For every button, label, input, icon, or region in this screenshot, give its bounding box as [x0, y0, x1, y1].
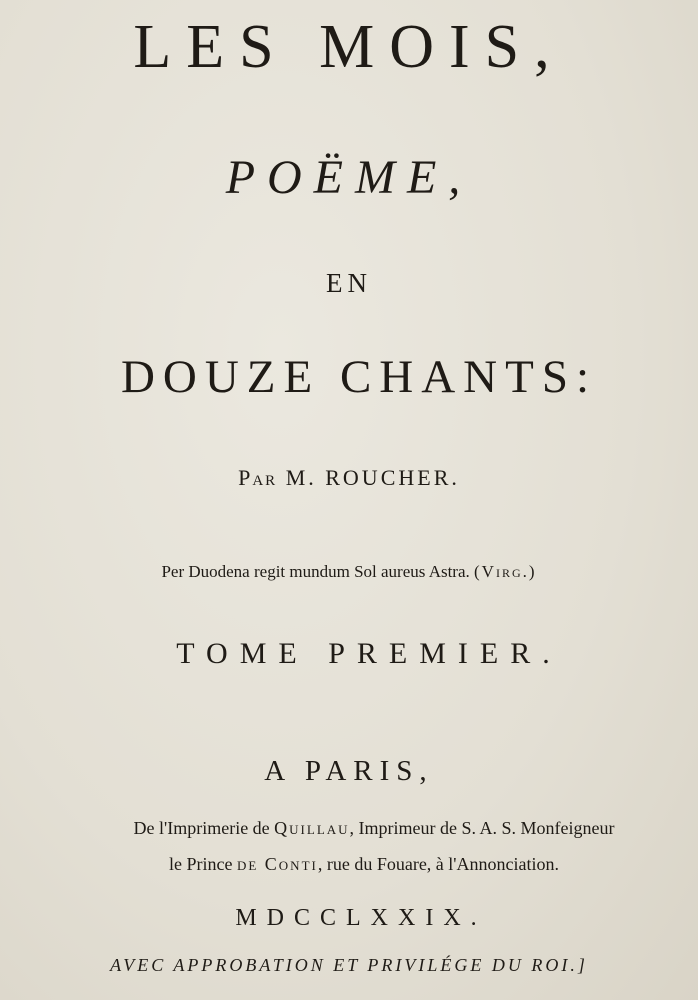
- book-title: LES MOIS,: [133, 13, 565, 81]
- printer-name: Quillau: [274, 818, 350, 838]
- epigraph-line: [0, 562, 698, 582]
- printer-line-1-prefix: De l'Imprimerie de: [133, 818, 270, 838]
- printer-line-2: [0, 854, 698, 875]
- conjunction-line: EN: [326, 268, 372, 298]
- privilege-line: AVEC APPROBATION ET PRIVILÉGE DU ROI.]: [110, 955, 588, 975]
- year-line: MDCCLXXIX.: [235, 905, 487, 931]
- printer-line-2-prefix: le Prince: [168, 854, 233, 874]
- printer-line-2-suffix: , rue du Fouare, à l'Annonciation.: [317, 854, 560, 874]
- patron-name: de Conti: [236, 854, 318, 874]
- volume-line: TOME PREMIER.: [176, 637, 562, 670]
- epigraph-text: Per Duodena regit mundum Sol aureus Astra.: [161, 562, 470, 581]
- author-line: [0, 465, 698, 491]
- epigraph-source: (Virg.): [474, 562, 537, 581]
- author-prefix: Par: [238, 465, 278, 490]
- printer-line-1: [0, 818, 698, 839]
- author-name: M. ROUCHER.: [285, 465, 460, 490]
- genre-line: POËME,: [225, 151, 473, 204]
- subtitle-line: DOUZE CHANTS:: [120, 351, 598, 403]
- place-line: A PARIS,: [264, 755, 434, 787]
- printer-line-1-suffix: , Imprimeur de S. A. S. Monfeigneur: [349, 818, 615, 838]
